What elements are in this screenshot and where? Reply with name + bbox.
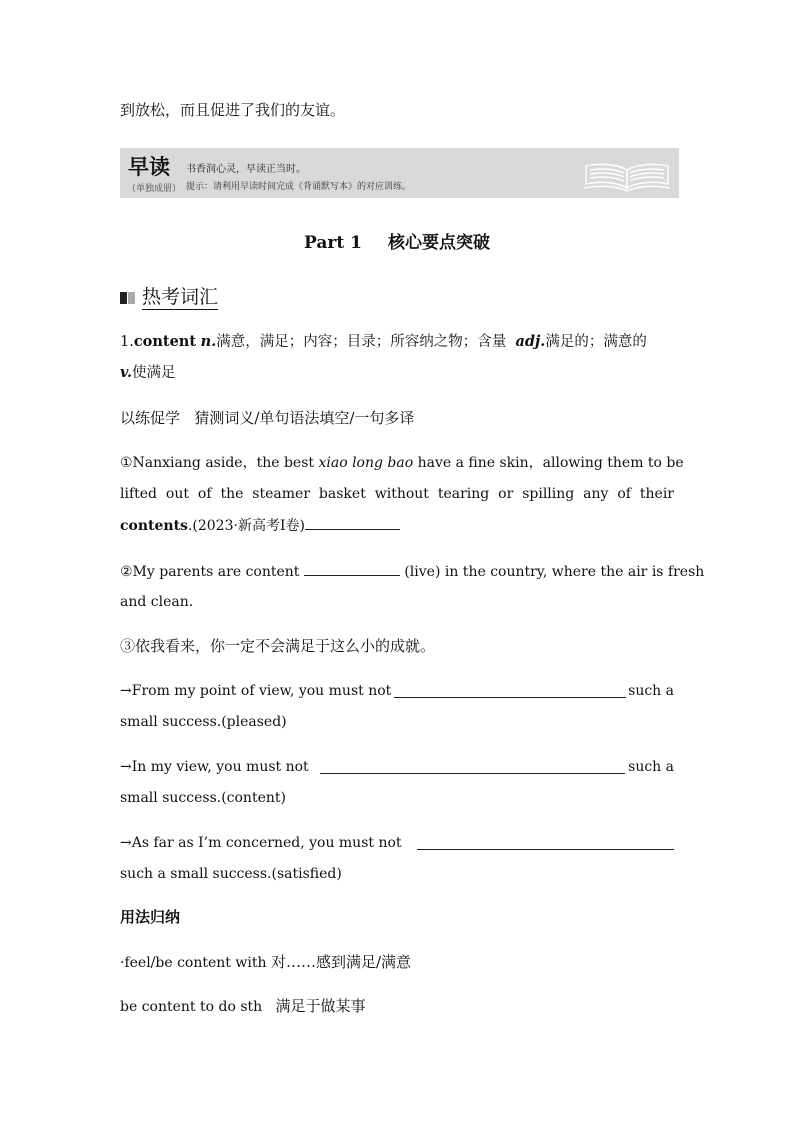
entry-number: 1. (120, 334, 134, 350)
q1-line-1 (120, 453, 684, 473)
banner-hint: 提示：请利用早读时间完成《背诵默写本》的对应训练。 (186, 182, 412, 192)
part-label: Part 1 (304, 233, 362, 253)
morning-reading-banner (120, 148, 679, 198)
q3-t1-answer-blank[interactable] (394, 683, 626, 698)
q3-t3-line-2: such a small success.(satisfied) (120, 866, 342, 882)
usage-1-cn: 对……感到满足/满意 (270, 953, 412, 971)
open-book-icon (582, 154, 672, 194)
section-marker-icon (120, 291, 136, 305)
entry-def-verb: 使满足 (132, 365, 176, 381)
usage-heading: 用法归纳 (120, 908, 181, 926)
q1-text-a: ①Nanxiang aside，the best (120, 455, 319, 471)
banner-subtitle: （单独成册） (127, 184, 182, 194)
q2-answer-blank[interactable] (304, 561, 400, 576)
q3-t1-text-b: such a (628, 683, 674, 699)
entry-def-noun: 满意，满足；内容；目录；所容纳之物；含量 (216, 334, 507, 350)
continuation-text: 到放松，而且促进了我们的友谊。 (120, 101, 346, 119)
q3-t3-line-1 (120, 833, 674, 853)
q3-t2-answer-blank[interactable] (320, 759, 625, 774)
q3-t3-answer-blank[interactable] (417, 835, 674, 850)
entry-pos-adj: adj. (515, 333, 546, 350)
q3-t3-text-a: →As far as I’m concerned, you must not (120, 835, 402, 851)
q1-line-2: lifted out of the steamer basket without tearing or spilling any of their (120, 486, 674, 502)
q3-chinese: ③依我看来，你一定不会满足于这么小的成就。 (120, 637, 436, 655)
q1-line-3 (120, 515, 400, 536)
section-heading (120, 282, 218, 309)
q1-italic-term: xiao long bao (318, 455, 414, 471)
usage-2-en: be content to do sth (120, 999, 263, 1015)
q2-line-1 (120, 561, 705, 582)
banner-title: 早读 (128, 155, 170, 179)
entry-line-1 (120, 332, 674, 352)
q2-text-b: (live) in the country, where the air is fresh (404, 564, 705, 580)
practice-types: 猜测词义/单句语法填空/一句多译 (194, 409, 415, 427)
usage-item-2 (120, 996, 366, 1017)
q3-t1-line-2: small success.(pleased) (120, 714, 287, 730)
entry-pos-noun: n. (200, 333, 217, 350)
q3-t1-text-a: →From my point of view, you must not (120, 683, 392, 699)
q3-t2-text-a: →In my view, you must not (120, 759, 309, 775)
q1-source: .(2023·新高考Ⅰ卷) (187, 518, 305, 534)
section-title: 热考词汇 (142, 286, 219, 308)
q1-answer-blank[interactable] (305, 515, 400, 530)
q2-text-a: ②My parents are content (120, 564, 300, 580)
q3-t2-text-b: such a (628, 759, 674, 775)
q3-t1-line-1 (120, 681, 674, 701)
entry-line-2 (120, 363, 176, 383)
q1-text-b: have a fine skin，allowing them to be (413, 455, 684, 471)
usage-1-en: ·feel/be content with (120, 955, 267, 971)
practice-heading (120, 408, 414, 428)
part-heading (0, 228, 794, 253)
usage-2-cn: 满足于做某事 (275, 997, 366, 1015)
entry-def-adj: 满足的；满意的 (545, 334, 647, 350)
entry-word: content (133, 333, 197, 350)
part-title: 核心要点突破 (387, 233, 490, 253)
entry-pos-verb: v. (120, 364, 133, 381)
q3-t2-line-2: small success.(content) (120, 790, 286, 806)
usage-item-1 (120, 952, 411, 973)
practice-label: 以练促学 (120, 409, 181, 427)
q1-keyword: contents (120, 518, 188, 534)
banner-motto: 书香润心灵，早读正当时。 (186, 164, 306, 175)
q3-t2-line-1 (120, 757, 674, 777)
q2-line-2: and clean. (120, 594, 194, 610)
